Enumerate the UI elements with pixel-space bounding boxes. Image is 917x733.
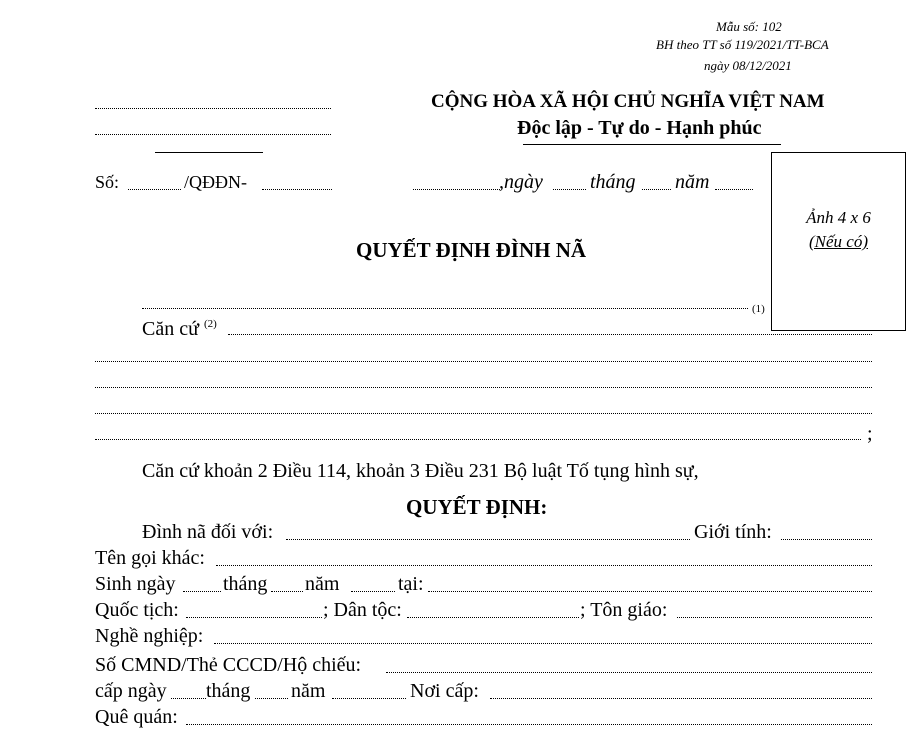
date-day-field[interactable] bbox=[553, 189, 586, 190]
decision-code: /QĐĐN- bbox=[184, 172, 247, 192]
decision-heading: QUYẾT ĐỊNH: bbox=[406, 495, 548, 519]
issue-day-field[interactable] bbox=[171, 698, 206, 699]
issue-place-field[interactable] bbox=[490, 698, 872, 699]
nationality-label: Quốc tịch: bbox=[95, 599, 179, 621]
issue-date-label: cấp ngày bbox=[95, 680, 167, 702]
wanted-person-field[interactable] bbox=[286, 539, 690, 540]
wanted-person-label: Đình nã đối với: bbox=[142, 521, 274, 543]
form-date: ngày 08/12/2021 bbox=[704, 58, 792, 73]
unit-code-field[interactable] bbox=[262, 189, 332, 190]
form-number: Mẫu số: 102 bbox=[716, 19, 782, 34]
ethnicity-label: ; Dân tộc: bbox=[323, 599, 402, 621]
can-cu-line-3[interactable] bbox=[95, 387, 872, 388]
can-cu-text: Căn cứ bbox=[142, 318, 199, 340]
agency-line-1[interactable] bbox=[95, 108, 331, 109]
photo-optional-note: (Nếu có) bbox=[808, 232, 868, 251]
birth-month-field[interactable] bbox=[271, 591, 303, 592]
number-field[interactable] bbox=[128, 189, 181, 190]
birth-day-field[interactable] bbox=[183, 591, 221, 592]
document-title: QUYẾT ĐỊNH ĐÌNH NÃ bbox=[356, 238, 587, 262]
issue-year-label: năm bbox=[291, 680, 326, 702]
agency-underline bbox=[155, 152, 263, 153]
footnote-1: (1) bbox=[752, 303, 765, 315]
form-legal-reference: BH theo TT số 119/2021/TT-BCA bbox=[656, 37, 829, 52]
issue-place-label: Nơi cấp: bbox=[410, 680, 479, 702]
can-cu-label bbox=[142, 318, 217, 341]
birth-year-label: năm bbox=[305, 573, 340, 595]
ethnicity-field[interactable] bbox=[407, 617, 579, 618]
date-month-field[interactable] bbox=[642, 189, 671, 190]
religion-field[interactable] bbox=[677, 617, 872, 618]
footnote-2: (2) bbox=[203, 318, 217, 330]
motto: Độc lập - Tự do - Hạnh phúc bbox=[517, 117, 762, 139]
date-month-label: tháng bbox=[590, 171, 636, 193]
can-cu-semicolon: ; bbox=[867, 423, 873, 445]
legal-basis: Căn cứ khoản 2 Điều 114, khoản 3 Điều 231 Bộ luật Tố tụng hình sự, bbox=[142, 460, 699, 482]
id-number-field[interactable] bbox=[386, 672, 872, 673]
birth-place-field[interactable] bbox=[428, 591, 872, 592]
country-name: CỘNG HÒA XÃ HỘI CHỦ NGHĨA VIỆT NAM bbox=[431, 91, 825, 112]
number-label: Số: bbox=[95, 172, 120, 192]
issue-year-field[interactable] bbox=[332, 698, 406, 699]
can-cu-line-4[interactable] bbox=[95, 413, 872, 414]
occupation-label: Nghề nghiệp: bbox=[95, 625, 204, 647]
birth-day-label: Sinh ngày bbox=[95, 573, 176, 595]
issue-month-field[interactable] bbox=[255, 698, 288, 699]
gender-label: Giới tính: bbox=[694, 521, 772, 543]
date-year-field[interactable] bbox=[715, 189, 753, 190]
motto-underline bbox=[523, 144, 781, 145]
can-cu-line-1[interactable] bbox=[228, 334, 872, 335]
can-cu-line-5[interactable] bbox=[95, 439, 861, 440]
hometown-label: Quê quán: bbox=[95, 706, 178, 728]
religion-label: ; Tôn giáo: bbox=[580, 599, 668, 621]
issuer-line[interactable] bbox=[142, 308, 748, 309]
nationality-field[interactable] bbox=[186, 617, 322, 618]
alias-field[interactable] bbox=[216, 565, 872, 566]
can-cu-line-2[interactable] bbox=[95, 361, 872, 362]
occupation-field[interactable] bbox=[214, 643, 872, 644]
agency-line-2[interactable] bbox=[95, 134, 331, 135]
date-day-label: ,ngày bbox=[499, 171, 543, 193]
gender-field[interactable] bbox=[781, 539, 872, 540]
birth-month-label: tháng bbox=[223, 573, 268, 595]
place-field[interactable] bbox=[413, 189, 500, 190]
hometown-field[interactable] bbox=[186, 724, 872, 725]
photo-size-label: Ảnh 4 x 6 bbox=[806, 208, 871, 227]
id-number-label: Số CMND/Thẻ CCCD/Hộ chiếu: bbox=[95, 654, 362, 676]
date-year-label: năm bbox=[675, 171, 710, 193]
birth-place-label: tại: bbox=[398, 573, 424, 595]
birth-year-field[interactable] bbox=[351, 591, 395, 592]
issue-month-label: tháng bbox=[206, 680, 251, 702]
alias-label: Tên gọi khác: bbox=[95, 547, 205, 569]
